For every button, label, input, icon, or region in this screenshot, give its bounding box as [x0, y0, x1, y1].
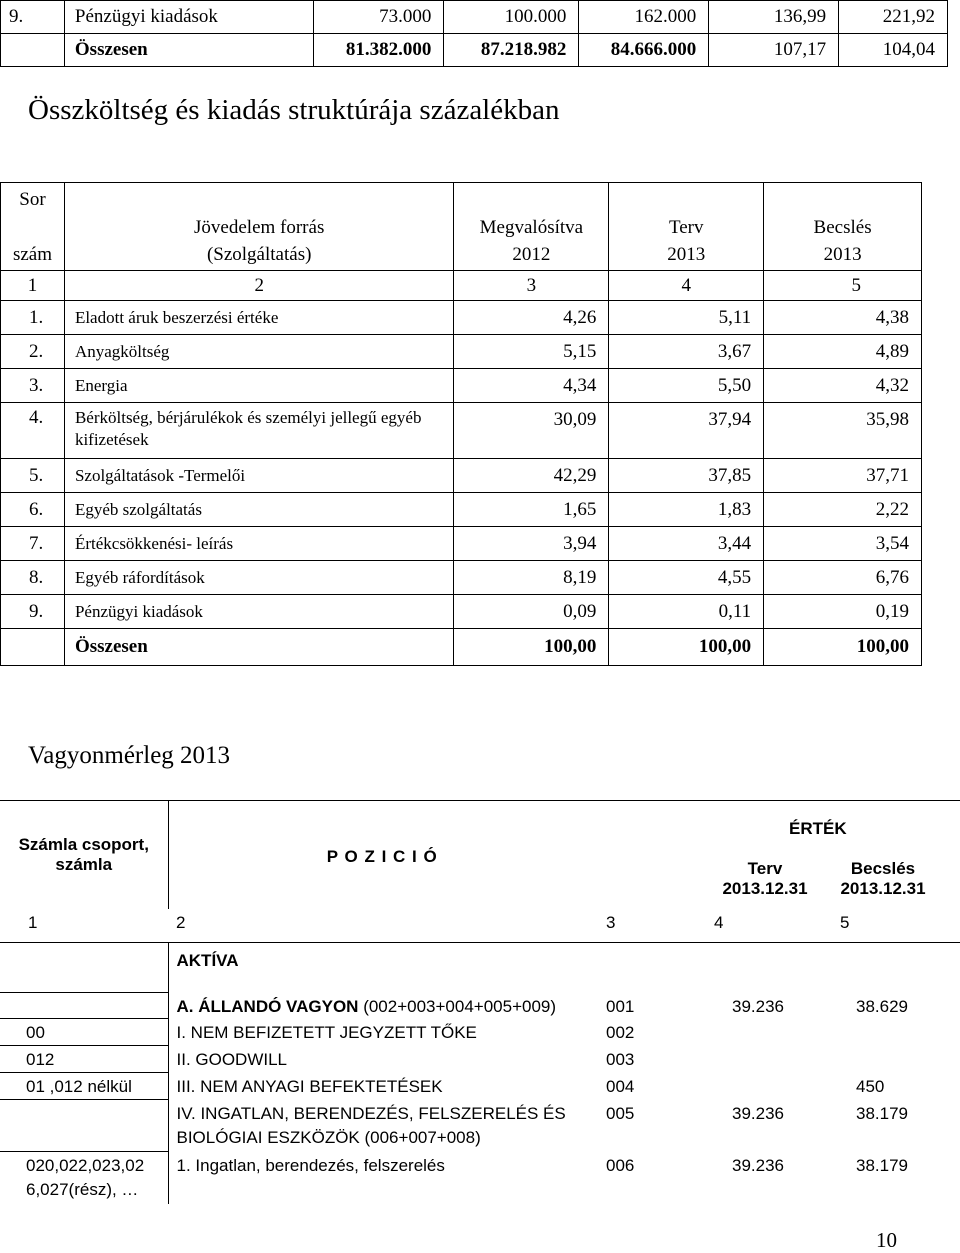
total-label: Összesen	[64, 629, 453, 666]
row-name: Bérköltség, bérjárulékok és személyi jellegű egyéb kifizetések	[64, 403, 453, 459]
cell-value: 84.666.000	[579, 34, 709, 67]
balance-row	[0, 1046, 960, 1073]
cell-value: 2,22	[764, 493, 922, 527]
account-number: 012	[0, 1046, 168, 1073]
balance-row	[0, 1073, 960, 1100]
column-number: 2	[64, 271, 453, 301]
position-code: 005	[606, 1103, 635, 1123]
position-label: I. NEM BEFIZETETT JEGYZETT TŐKE	[176, 1022, 477, 1042]
cell-value: 0,19	[764, 595, 922, 629]
cell-value: 42,29	[454, 459, 609, 493]
cell-value: 104,04	[839, 34, 948, 67]
table-row	[1, 527, 922, 561]
column-number: 1	[28, 912, 38, 932]
column-number-row	[1, 271, 922, 301]
cell-value: 136,99	[709, 1, 839, 34]
cell-value: 3,67	[609, 335, 764, 369]
terv-value: 39.236	[732, 1103, 784, 1123]
becsles-header: Becslés 2013.12.31	[840, 859, 926, 898]
cell-value: 37,71	[764, 459, 922, 493]
row-number: 6.	[1, 493, 65, 527]
table-row	[1, 493, 922, 527]
table-row	[1, 403, 922, 459]
row-name: Pénzügyi kiadások	[64, 1, 314, 34]
balance-title: Vagyonmérleg 2013	[28, 742, 231, 769]
header-row	[0, 801, 960, 909]
row-name: Eladott áruk beszerzési értéke	[64, 301, 453, 335]
becsles-value: 38.179	[856, 1103, 908, 1123]
becsles-value	[826, 1019, 960, 1046]
cell-value: 4,32	[764, 369, 922, 403]
position-label: III. NEM ANYAGI BEFEKTETÉSEK	[176, 1076, 443, 1096]
cell-value: 73.000	[314, 1, 444, 34]
position-label: II. GOODWILL	[176, 1049, 288, 1069]
table-row	[1, 595, 922, 629]
cell-value: 30,09	[454, 403, 609, 459]
total-value: 100,00	[764, 629, 922, 666]
sor-header: Sor	[1, 183, 65, 241]
header-row	[1, 183, 922, 241]
row-name: Pénzügyi kiadások	[64, 595, 453, 629]
top-continuation-table	[0, 0, 948, 67]
terv-value	[704, 1073, 826, 1100]
cell-value: 100.000	[444, 1, 579, 34]
position-code: 001	[606, 996, 635, 1016]
cell-value: 107,17	[709, 34, 839, 67]
row-number: 7.	[1, 527, 65, 561]
cell-value: 0,09	[454, 595, 609, 629]
cell-value: 0,11	[609, 595, 764, 629]
becsles-value: 38.629	[856, 996, 908, 1016]
balance-table	[0, 800, 960, 1204]
structure-table	[0, 182, 922, 666]
szolgaltatas-header: (Szolgáltatás)	[64, 241, 453, 271]
column-number-row	[0, 909, 960, 943]
row-number: 9.	[1, 595, 65, 629]
terv-value: 39.236	[732, 996, 784, 1016]
szam-header: szám	[1, 241, 65, 271]
year-header: 2012	[454, 241, 609, 271]
row-number: 4.	[1, 403, 65, 459]
terv-value	[704, 1019, 826, 1046]
column-number: 2	[176, 912, 186, 932]
position-label: IV. INGATLAN, BERENDEZÉS, FELSZERELÉS ÉS BIOLÓGIAI ESZKÖZÖK (006+007+008)	[176, 1103, 566, 1147]
cell-value: 3,54	[764, 527, 922, 561]
becsles-value: 38.179	[856, 1155, 908, 1175]
balance-row	[0, 1100, 960, 1152]
cell-value: 4,26	[454, 301, 609, 335]
account-number	[0, 1100, 168, 1152]
table-row	[1, 459, 922, 493]
pozicio-header: P O Z I C I Ó	[168, 801, 596, 909]
position-name	[168, 993, 596, 1019]
account-number: 01 ,012 nélkül	[0, 1073, 168, 1100]
cell-value: 162.000	[579, 1, 709, 34]
total-value: 100,00	[454, 629, 609, 666]
becsles-header: Becslés	[764, 183, 922, 241]
cell-value: 37,85	[609, 459, 764, 493]
row-number: 5.	[1, 459, 65, 493]
table-row	[1, 369, 922, 403]
account-number: 00	[0, 1019, 168, 1046]
terv-header: Terv 2013.12.31	[722, 859, 808, 898]
account-group-header: Számla csoport, számla	[0, 801, 168, 909]
row-number: 2.	[1, 335, 65, 369]
balance-row	[0, 993, 960, 1019]
position-name	[168, 1073, 596, 1100]
position-code: 002	[606, 1022, 635, 1042]
position-formula: (002+003+004+005+009)	[358, 996, 557, 1016]
table-row	[1, 301, 922, 335]
position-name	[168, 1100, 596, 1152]
cell-value: 1,65	[454, 493, 609, 527]
becsles-value: 450	[856, 1076, 885, 1096]
row-number: 8.	[1, 561, 65, 595]
balance-row	[0, 1152, 960, 1204]
row-number: 9.	[1, 1, 65, 34]
cell-value: 4,89	[764, 335, 922, 369]
cell-value: 6,76	[764, 561, 922, 595]
forras-header: Jövedelem forrás	[64, 183, 453, 241]
total-value: 100,00	[609, 629, 764, 666]
cell-value: 4,34	[454, 369, 609, 403]
column-number: 5	[764, 271, 922, 301]
cell-value: 35,98	[764, 403, 922, 459]
cell-value: 8,19	[454, 561, 609, 595]
row-name: Értékcsökkenési- leírás	[64, 527, 453, 561]
position-code: 004	[606, 1076, 635, 1096]
page-number: 10	[876, 1228, 897, 1252]
aktiva-row	[0, 943, 960, 993]
cell-value: 5,11	[609, 301, 764, 335]
section-title: Összköltség és kiadás struktúrája százalékban	[28, 94, 560, 126]
table-row	[1, 561, 922, 595]
aktiva-label: AKTÍVA	[168, 943, 596, 993]
terv-value	[704, 1046, 826, 1073]
cell-value: 5,15	[454, 335, 609, 369]
table-row	[1, 1, 948, 34]
row-number: 1.	[1, 301, 65, 335]
position-code: 003	[606, 1049, 635, 1069]
column-number: 5	[840, 912, 850, 932]
becsles-value	[826, 1046, 960, 1073]
cell-value: 4,38	[764, 301, 922, 335]
cell-value: 221,92	[839, 1, 948, 34]
megvalositva-header: Megvalósítva	[454, 183, 609, 241]
column-number: 4	[714, 912, 724, 932]
terv-value: 39.236	[732, 1155, 784, 1175]
year-header: 2013	[764, 241, 922, 271]
column-number: 3	[454, 271, 609, 301]
table-row	[1, 34, 948, 67]
table-row	[1, 335, 922, 369]
position-code: 006	[606, 1155, 635, 1175]
position-label: A. ÁLLANDÓ VAGYON	[176, 996, 359, 1016]
position-name	[168, 1046, 596, 1073]
total-row	[1, 629, 922, 666]
cell-value: 4,55	[609, 561, 764, 595]
cell-value: 3,44	[609, 527, 764, 561]
account-number	[0, 993, 168, 1019]
position-name	[168, 1152, 596, 1204]
ertek-header: ÉRTÉK	[789, 819, 847, 838]
column-number: 3	[606, 912, 616, 932]
row-name: Egyéb ráfordítások	[64, 561, 453, 595]
header-row	[1, 241, 922, 271]
account-number: 020,022,023,02 6,027(rész), …	[0, 1152, 168, 1204]
terv-header: Terv	[609, 183, 764, 241]
year-header: 2013	[609, 241, 764, 271]
cell-value: 1,83	[609, 493, 764, 527]
row-name: Szolgáltatások -Termelői	[64, 459, 453, 493]
cell-value: 37,94	[609, 403, 764, 459]
cell-value: 81.382.000	[314, 34, 444, 67]
balance-row	[0, 1019, 960, 1046]
column-number: 1	[1, 271, 65, 301]
cell-value: 87.218.982	[444, 34, 579, 67]
row-name: Egyéb szolgáltatás	[64, 493, 453, 527]
row-name: Összesen	[64, 34, 314, 67]
position-label: 1. Ingatlan, berendezés, felszerelés	[176, 1155, 445, 1175]
position-name	[168, 1019, 596, 1046]
row-name: Energia	[64, 369, 453, 403]
cell-value: 3,94	[454, 527, 609, 561]
cell-value: 5,50	[609, 369, 764, 403]
row-number: 3.	[1, 369, 65, 403]
row-number	[1, 34, 65, 67]
column-number: 4	[609, 271, 764, 301]
row-name: Anyagköltség	[64, 335, 453, 369]
